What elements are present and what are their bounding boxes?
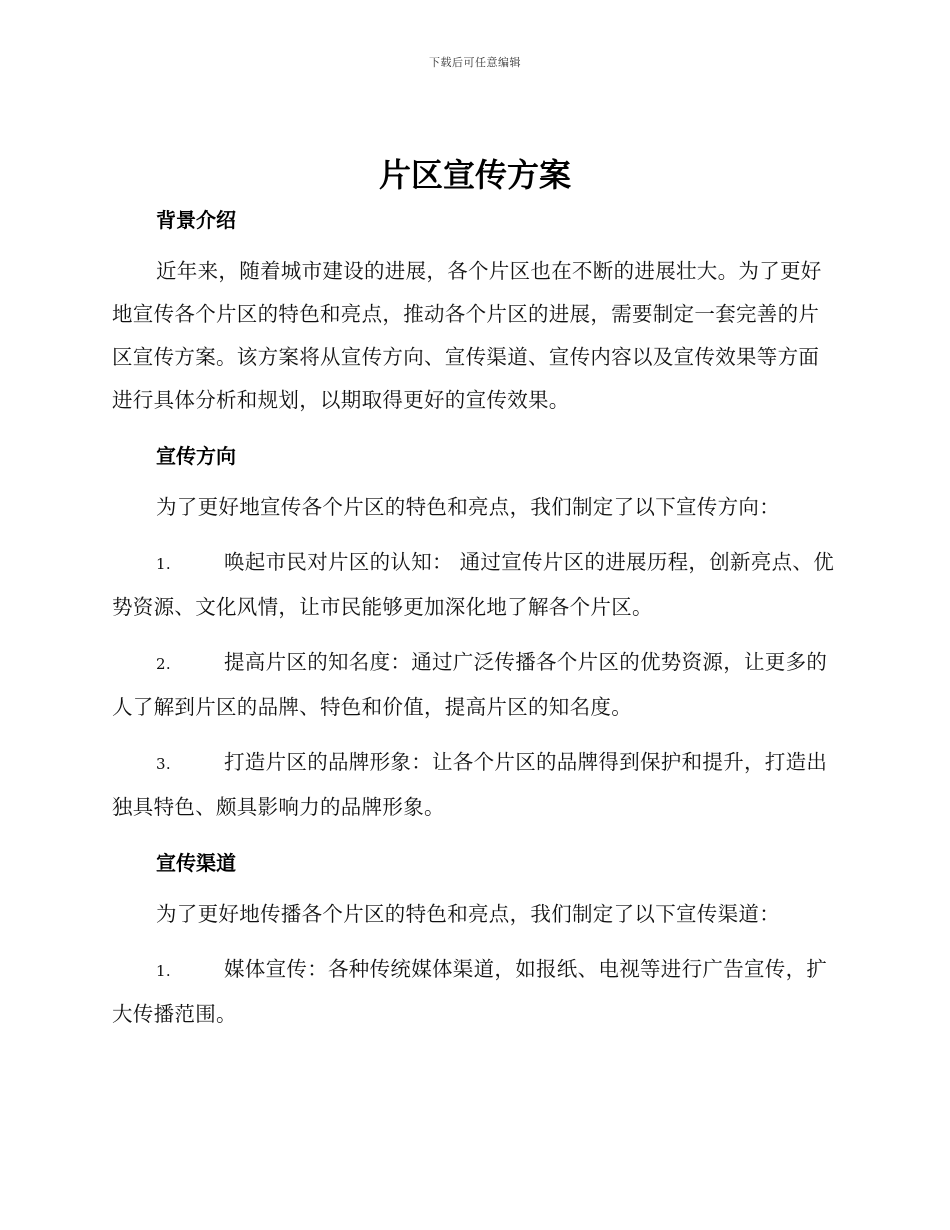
list-item [112, 948, 836, 1036]
section-direction [112, 436, 836, 829]
list-item-number: 3. [156, 755, 171, 773]
section-heading-direction: 宣传方向 [156, 444, 236, 468]
section-background [112, 200, 836, 422]
list-item-text: 媒体宣传：各种传统媒体渠道，如报纸、电视等进行广告宣传，扩大传播范围。 [112, 957, 828, 1026]
list-item [112, 541, 836, 629]
section-heading-channels: 宣传渠道 [156, 851, 236, 875]
list-item-text: 唤起市民对片区的认知： 通过宣传片区的进展历程，创新亮点、优势资源、文化风情，让市民能够更加深化地了解各个片区。 [112, 550, 835, 619]
channels-intro: 为了更好地传播各个片区的特色和亮点，我们制定了以下宣传渠道： [156, 902, 780, 926]
direction-intro: 为了更好地宣传各个片区的特色和亮点，我们制定了以下宣传方向： [156, 495, 780, 519]
list-item-number: 1. [156, 555, 171, 573]
list-item-number: 1. [156, 962, 171, 980]
document-title: 片区宣传方案 [378, 156, 571, 194]
background-paragraph: 近年来，随着城市建设的进展，各个片区也在不断的进展壮大。为了更好地宣传各个片区的特色和亮点，推动各个片区的进展，需要制定一套完善的片区宣传方案。该方案将从宣传方向、宣传渠道、宣传内容以及宣传效果等方面进行具体分析和规划，以期取得更好的宣传效果。 [112, 259, 822, 412]
document-body [112, 200, 836, 1036]
header-note: 下载后可任意编辑 [429, 56, 521, 69]
list-item-text: 提高片区的知名度：通过广泛传播各个片区的优势资源，让更多的人了解到片区的品牌、特色和价值，提高片区的知名度。 [112, 650, 828, 719]
list-item-number: 2. [156, 655, 171, 673]
section-channels [112, 843, 836, 1036]
list-item [112, 641, 836, 729]
section-heading-background: 背景介绍 [156, 208, 236, 232]
list-item [112, 741, 836, 829]
list-item-text: 打造片区的品牌形象：让各个片区的品牌得到保护和提升，打造出独具特色、颇具影响力的品牌形象。 [112, 750, 828, 819]
